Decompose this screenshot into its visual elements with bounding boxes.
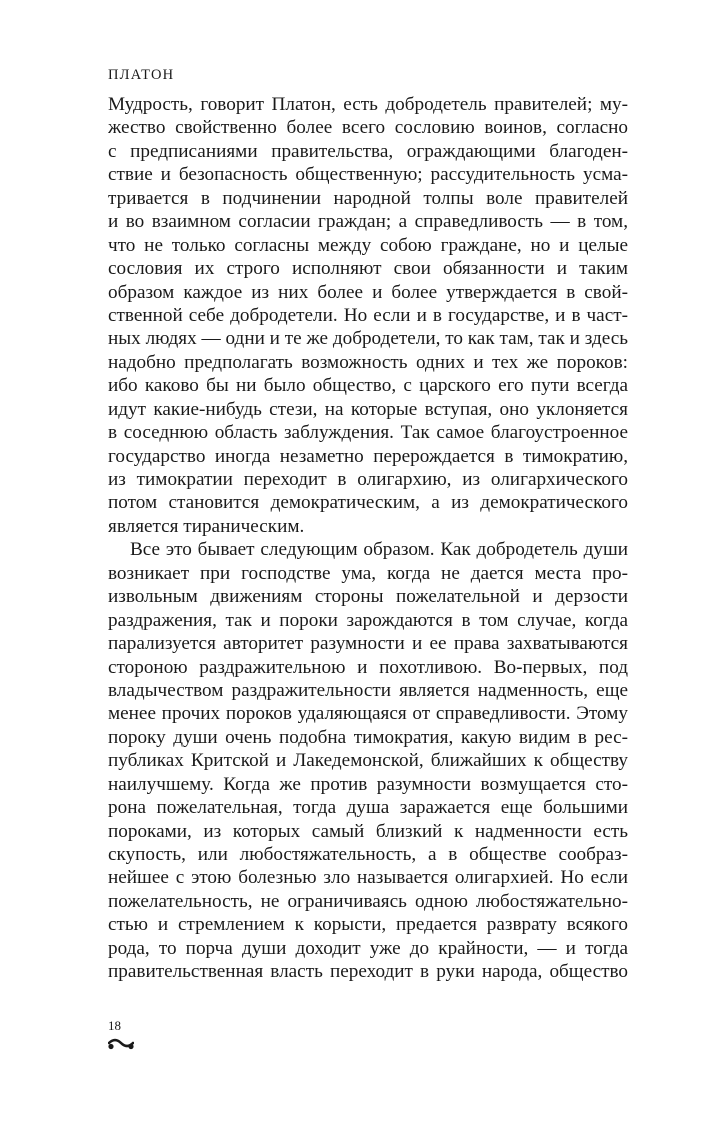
text-line: ных людях — одни и те же добродетели, то как там, так и здесь <box>108 328 628 350</box>
page-number: 18 <box>108 1018 121 1033</box>
text-line: образом каждое из них более и более утверждается в свой- <box>108 281 628 303</box>
text-line: стью и стремлением к корысти, предается разврату всякого <box>108 914 628 936</box>
text-line: стороною раздражительною и похотливою. Во-первых, под <box>108 656 628 678</box>
text-line: нейшее с этою болезнью зло называется олигархией. Но если <box>108 867 628 889</box>
text-line: что не только согласны между собою граждане, но и целые <box>108 234 628 256</box>
paragraph-2 <box>108 538 628 983</box>
text-line: Все это бывает следующим образом. Как добродетель души <box>130 539 628 561</box>
text-line: наилучшему. Когда же против разумности возмущается сто- <box>108 773 628 795</box>
paragraph-1 <box>108 93 628 538</box>
text-line: скупость, или любостяжательность, а в обществе сообраз- <box>108 844 628 865</box>
text-line: владычеством раздражительности является надменность, еще <box>108 679 628 701</box>
text-line: извольным движениям стороны пожелательной и дерзости <box>108 586 628 608</box>
text-line: парализуется авторитет разумности и ее права захватываются <box>108 633 628 655</box>
text-line: потом становится демократическим, а из демократического <box>108 492 628 514</box>
text-line: правительственная власть переходит в руки народа, общество <box>108 961 628 983</box>
text-line: пороками, из которых самый близкий к надменности есть <box>108 820 628 842</box>
text-line: ствие и безопасность общественную; рассудительность усма- <box>108 164 628 186</box>
text-line: публиках Критской и Лакедемонской, ближайших к обществу <box>108 750 628 772</box>
text-line: ибо каково бы ни было общество, с царского его пути всегда <box>108 375 628 397</box>
text-line: с предписаниями правительства, ограждающими благоден- <box>108 140 628 162</box>
running-head: ПЛАТОН <box>108 67 175 83</box>
text-line: сословия их строго исполняют свои обязанности и таким <box>108 258 628 280</box>
body-text <box>108 93 628 984</box>
text-line: и во взаимном согласии граждан; а справедливость — в том, <box>108 211 628 233</box>
text-line: в соседнюю область заблуждения. Так самое благоустроенное <box>108 422 628 444</box>
text-line: менее прочих пороков удаляющаяся от справедливости. Этому <box>108 703 628 725</box>
text-line: тривается в подчинении народной толпы воле правителей <box>108 187 628 209</box>
text-line: пороку души очень подобна тимократия, какую видим в рес- <box>108 726 628 748</box>
text-line: ственной себе добродетели. Но если и в государстве, и в част- <box>108 304 628 326</box>
text-line: раздражения, так и пороки зарождаются в том случае, когда <box>108 609 628 631</box>
text-line: возникает при господстве ума, когда не дается места про- <box>108 562 628 584</box>
text-line: жество свойственно более всего сословию воинов, согласно <box>108 117 628 139</box>
text-line: идут какие-нибудь стези, на которые вступая, оно уклоняется <box>108 398 628 420</box>
text-line: рона пожелательная, тогда душа заражается еще большими <box>108 797 628 819</box>
text-line: Мудрость, говорит Платон, есть добродетель правителей; му- <box>108 94 628 115</box>
text-line: надобно предполагать возможность одних и тех же пороков: <box>108 351 628 373</box>
folio-ornament-icon <box>108 1036 134 1050</box>
text-line: рода, то порча души доходит уже до крайности, — и тогда <box>108 937 628 959</box>
text-line: из тимократии переходит в олигархию, из олигархического <box>108 469 628 490</box>
text-line: пожелательность, не ограничиваясь одною любостяжательно- <box>108 890 628 912</box>
text-line: является тираническим. <box>108 515 305 537</box>
text-line: государство иногда незаметно перерождается в тимократию, <box>108 445 628 467</box>
